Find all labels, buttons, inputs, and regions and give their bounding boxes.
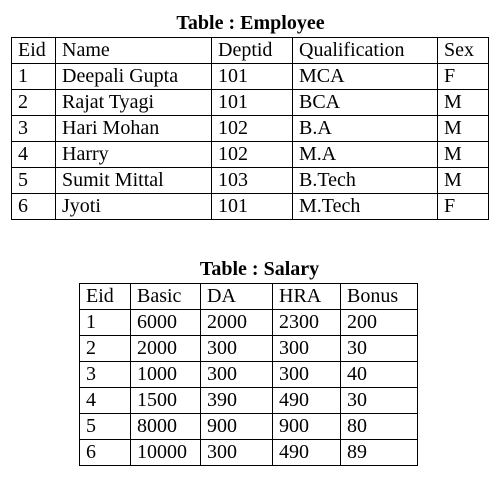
- employee-cell: 103: [212, 168, 293, 194]
- salary-cell: 900: [201, 414, 273, 440]
- employee-cell: 102: [212, 142, 293, 168]
- table-row: [80, 414, 418, 440]
- salary-cell: 2300: [273, 310, 341, 336]
- employee-header-row: [12, 38, 489, 64]
- table-row: [80, 310, 418, 336]
- employee-header-cell: Qualification: [293, 38, 438, 64]
- employee-cell: Harry: [56, 142, 212, 168]
- employee-table-caption: Table : Employee: [176, 12, 325, 34]
- salary-header-cell: DA: [201, 284, 273, 310]
- salary-header-cell: HRA: [273, 284, 341, 310]
- employee-cell: M.Tech: [293, 194, 438, 220]
- table-row: [12, 168, 489, 194]
- employee-cell: M: [438, 116, 489, 142]
- employee-cell: 6: [12, 194, 56, 220]
- salary-header-cell: Eid: [80, 284, 131, 310]
- table-row: [12, 90, 489, 116]
- employee-cell: M: [438, 90, 489, 116]
- salary-cell: 1: [80, 310, 131, 336]
- table-row: [80, 388, 418, 414]
- salary-header-row: [80, 284, 418, 310]
- salary-cell: 40: [341, 362, 418, 388]
- salary-header-cell: Bonus: [341, 284, 418, 310]
- salary-cell: 89: [341, 440, 418, 466]
- employee-cell: Sumit Mittal: [56, 168, 212, 194]
- employee-cell: B.A: [293, 116, 438, 142]
- salary-cell: 2000: [131, 336, 201, 362]
- salary-cell: 6000: [131, 310, 201, 336]
- salary-cell: 30: [341, 388, 418, 414]
- salary-cell: 8000: [131, 414, 201, 440]
- employee-cell: 3: [12, 116, 56, 142]
- table-row: [12, 142, 489, 168]
- salary-cell: 300: [201, 336, 273, 362]
- table-row: [12, 194, 489, 220]
- employee-cell: 2: [12, 90, 56, 116]
- employee-cell: M: [438, 168, 489, 194]
- salary-cell: 300: [273, 336, 341, 362]
- salary-cell: 5: [80, 414, 131, 440]
- employee-cell: 5: [12, 168, 56, 194]
- salary-cell: 300: [201, 362, 273, 388]
- employee-cell: 101: [212, 194, 293, 220]
- salary-cell: 390: [201, 388, 273, 414]
- table-row: [12, 116, 489, 142]
- salary-cell: 1500: [131, 388, 201, 414]
- salary-cell: 300: [201, 440, 273, 466]
- employee-cell: 101: [212, 90, 293, 116]
- employee-table-body: [12, 64, 489, 220]
- table-row: [80, 336, 418, 362]
- table-row: [80, 362, 418, 388]
- employee-cell: M: [438, 142, 489, 168]
- salary-header-cell: Basic: [131, 284, 201, 310]
- table-row: [12, 64, 489, 90]
- employee-cell: F: [438, 194, 489, 220]
- salary-cell: 2000: [201, 310, 273, 336]
- employee-cell: F: [438, 64, 489, 90]
- employee-cell: 4: [12, 142, 56, 168]
- salary-cell: 490: [273, 388, 341, 414]
- employee-table-head: [12, 38, 489, 64]
- salary-cell: 200: [341, 310, 418, 336]
- salary-cell: 3: [80, 362, 131, 388]
- employee-cell: Hari Mohan: [56, 116, 212, 142]
- employee-cell: 102: [212, 116, 293, 142]
- salary-table-head: [80, 284, 418, 310]
- employee-header-cell: Deptid: [212, 38, 293, 64]
- salary-table-caption: Table : Salary: [199, 258, 320, 280]
- salary-cell: 2: [80, 336, 131, 362]
- employee-cell: 101: [212, 64, 293, 90]
- salary-cell: 900: [273, 414, 341, 440]
- salary-cell: 4: [80, 388, 131, 414]
- employee-cell: Deepali Gupta: [56, 64, 212, 90]
- employee-cell: M.A: [293, 142, 438, 168]
- employee-cell: 1: [12, 64, 56, 90]
- salary-cell: 490: [273, 440, 341, 466]
- employee-header-cell: Eid: [12, 38, 56, 64]
- employee-table: [11, 37, 489, 220]
- salary-cell: 6: [80, 440, 131, 466]
- salary-cell: 1000: [131, 362, 201, 388]
- salary-cell: 80: [341, 414, 418, 440]
- employee-cell: BCA: [293, 90, 438, 116]
- employee-cell: B.Tech: [293, 168, 438, 194]
- employee-header-cell: Name: [56, 38, 212, 64]
- salary-cell: 10000: [131, 440, 201, 466]
- employee-cell: Rajat Tyagi: [56, 90, 212, 116]
- employee-cell: Jyoti: [56, 194, 212, 220]
- employee-header-cell: Sex: [438, 38, 489, 64]
- table-row: [80, 440, 418, 466]
- salary-table-body: [80, 310, 418, 466]
- salary-cell: 300: [273, 362, 341, 388]
- salary-cell: 30: [341, 336, 418, 362]
- salary-table: [79, 283, 418, 466]
- employee-cell: MCA: [293, 64, 438, 90]
